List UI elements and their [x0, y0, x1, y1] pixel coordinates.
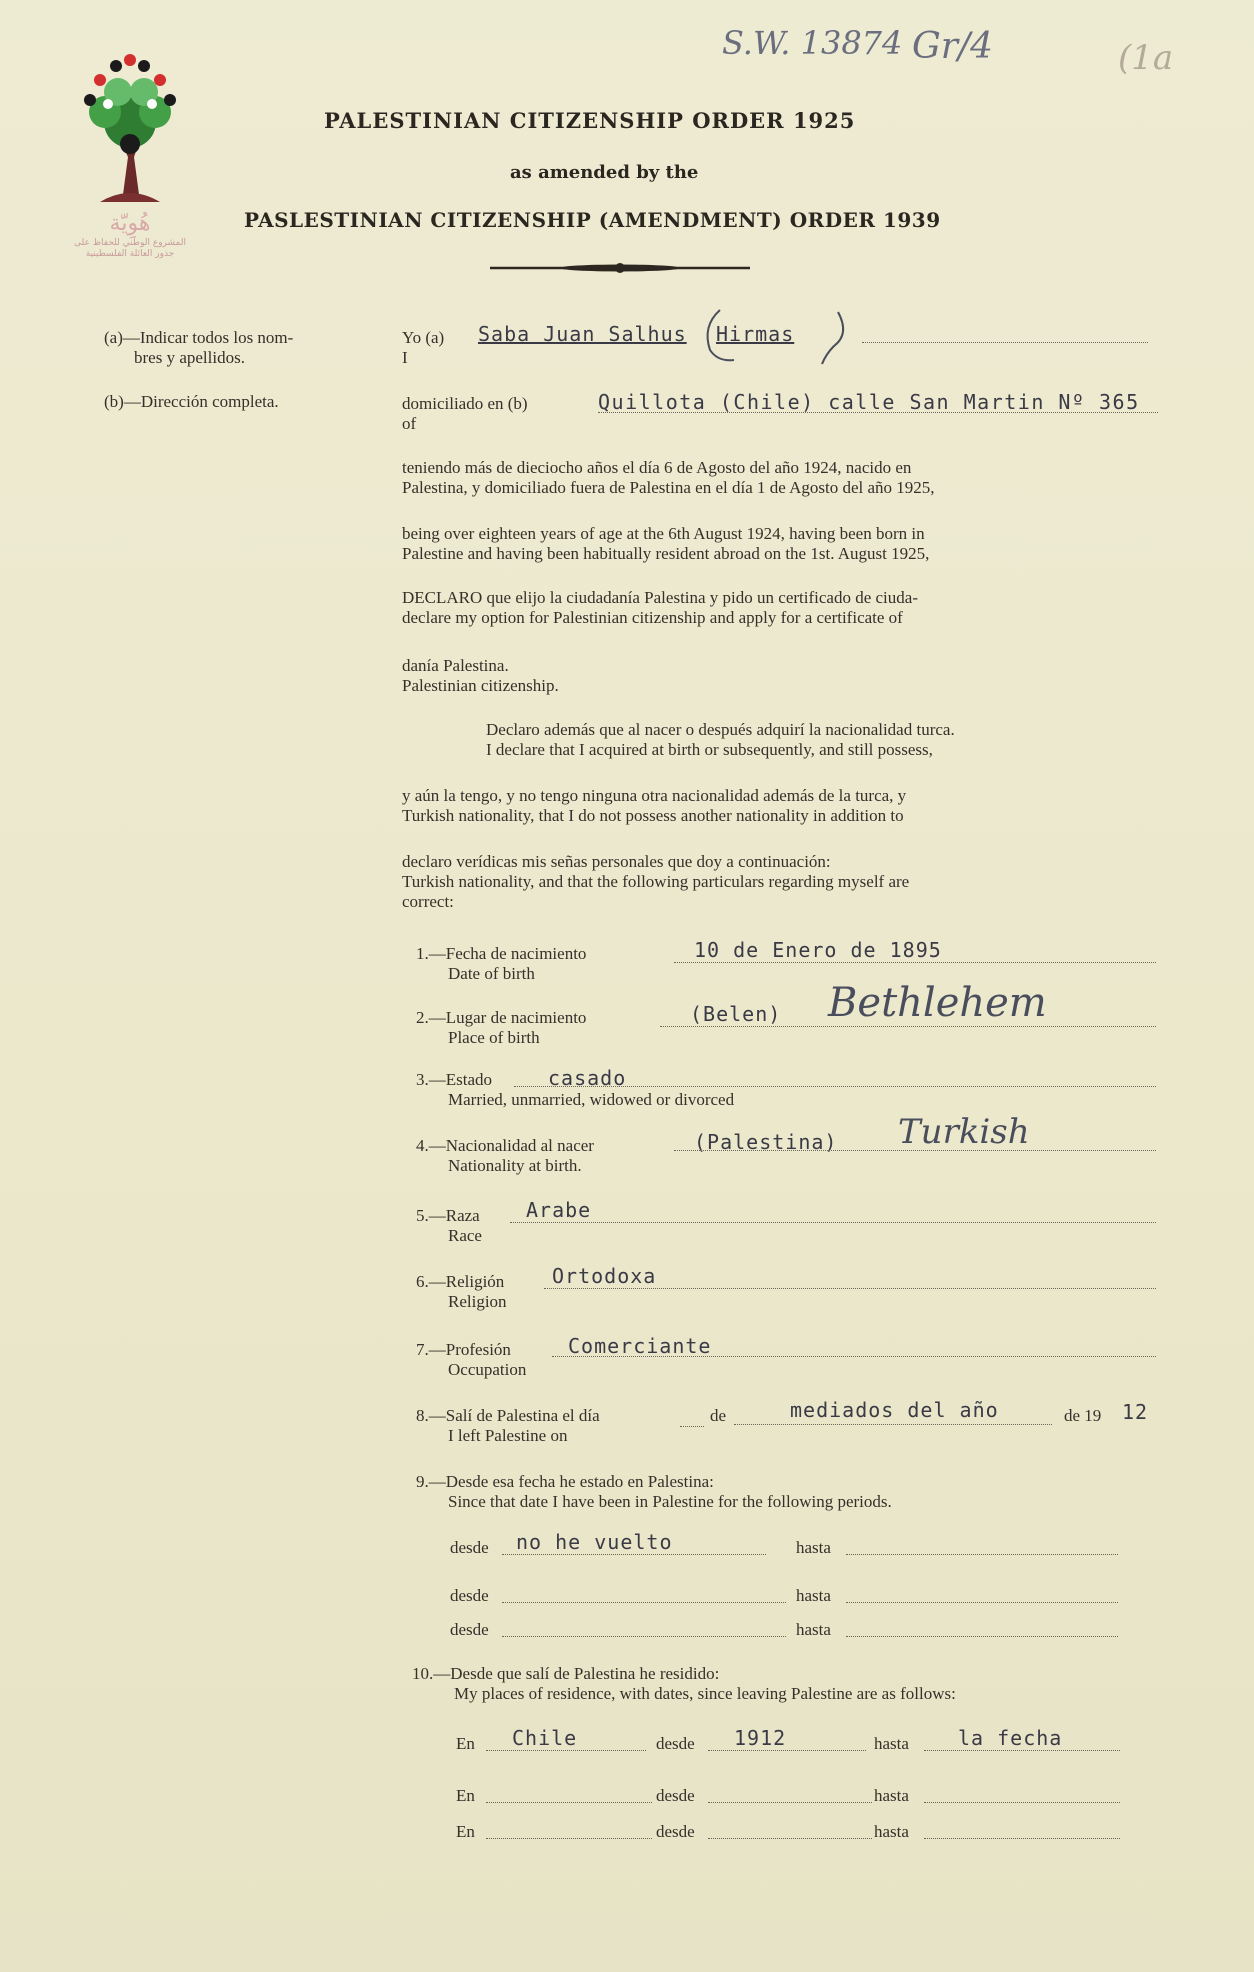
of-label: of [402, 414, 417, 433]
handwritten-brackets [690, 306, 860, 366]
margin-note-b: (b)—Dirección completa. [104, 392, 279, 411]
field-nationality-label: 4.—Nacionalidad al nacer [416, 1136, 594, 1155]
residences-row3-hasta: hasta [874, 1822, 909, 1841]
residences-row2-to-line [924, 1802, 1120, 1803]
field-birth-date-label-en: Date of birth [448, 964, 535, 983]
field-religion-label: 6.—Religión [416, 1272, 505, 1291]
handwritten-page-mark: (1a [1118, 38, 1174, 78]
periods-row1-desde: desde [450, 1538, 489, 1557]
document-title: PALESTINIAN CITIZENSHIP ORDER 1925 [324, 108, 856, 133]
field-birth-place-label-en: Place of birth [448, 1028, 540, 1047]
residences-row2-hasta: hasta [874, 1786, 909, 1805]
document-amended-line: as amended by the [510, 162, 699, 183]
handwritten-initials: Gr/4 [912, 26, 993, 67]
logo-arabic-line1: المشروع الوطني للحفاظ على [73, 238, 186, 248]
declarant-name-value: Saba Juan Salhus [478, 322, 687, 346]
field-departure-month-value: mediados del año [790, 1398, 999, 1422]
field-status-label-en: Married, unmarried, widowed or divorced [448, 1090, 735, 1109]
periods-row2-desde: desde [450, 1586, 489, 1605]
departure-day-fill-line [680, 1426, 704, 1427]
field-religion-label-en: Religion [448, 1292, 507, 1311]
residences-row2-desde: desde [656, 1786, 695, 1805]
paragraph-6-en: Turkish nationality, that I do not possess another nationality in addition to [402, 806, 904, 825]
field-nationality-handwritten: Turkish [898, 1112, 1030, 1152]
paragraph-3-en: declare my option for Palestinian citizenship and apply for a certificate of [402, 608, 903, 627]
residences-row3-desde: desde [656, 1822, 695, 1841]
residences-row1-place-line [486, 1750, 646, 1751]
field-residences-label-en: My places of residence, with dates, since leaving Palestine are as follows: [454, 1684, 956, 1703]
domiciled-label: domiciliado en (b) [402, 394, 528, 413]
paragraph-7-en-line2: correct: [402, 892, 454, 911]
periods-row1-from-line [502, 1554, 766, 1555]
address-fill-line [598, 412, 1158, 413]
logo-arabic-name: هُوِيّة [109, 211, 151, 236]
periods-row1-from-value: no he vuelto [516, 1530, 673, 1554]
i-label: I [402, 348, 408, 367]
residences-row2-place-line [486, 1802, 652, 1803]
periods-row1-to-line [846, 1554, 1118, 1555]
paragraph-6-es: y aún la tengo, y no tengo ninguna otra nacionalidad además de la turca, y [402, 786, 907, 805]
field-departure-year-label: de 19 [1064, 1406, 1102, 1425]
residences-row3-from-line [708, 1838, 872, 1839]
residences-row1-place-value: Chile [512, 1726, 578, 1750]
paragraph-1-es-line2: Palestina, y domiciliado fuera de Palestina en el día 1 de Agosto del año 1925, [402, 478, 935, 497]
address-value: Quillota (Chile) calle San Martin Nº 365 [598, 390, 1140, 414]
document-amendment-title: PASLESTINIAN CITIZENSHIP (AMENDMENT) ORDER 1939 [244, 208, 941, 232]
paragraph-5-es: Declaro además que al nacer o después adquirí la nacionalidad turca. [486, 720, 955, 739]
field-occupation-label: 7.—Profesión [416, 1340, 511, 1359]
field-religion-value: Ortodoxa [552, 1264, 657, 1288]
name-fill-line [862, 342, 1148, 343]
field-departure-label-en: I left Palestine on [448, 1426, 568, 1445]
residences-row2-en: En [456, 1786, 475, 1805]
paragraph-1-es-line1: teniendo más de dieciocho años el día 6 de Agosto del año 1924, nacido en [402, 458, 912, 477]
residences-row3-place-line [486, 1838, 652, 1839]
field-occupation-value: Comerciante [568, 1334, 712, 1358]
residences-row2-from-line [708, 1802, 872, 1803]
field-birth-date-label: 1.—Fecha de nacimiento [416, 944, 587, 963]
periods-row3-hasta: hasta [796, 1620, 831, 1639]
field-birth-place-handwritten: Bethlehem [828, 980, 1047, 1026]
religion-fill-line [544, 1288, 1156, 1289]
residences-row1-to-value: la fecha [958, 1726, 1063, 1750]
residences-row1-hasta: hasta [874, 1734, 909, 1753]
periods-row2-from-line [502, 1602, 786, 1603]
field-status-value: casado [548, 1066, 627, 1090]
margin-note-a-line2: bres y apellidos. [134, 348, 245, 367]
paragraph-3-es: DECLARO que elijo la ciudadanía Palestina y pido un certificado de ciuda- [402, 588, 918, 607]
race-fill-line [510, 1222, 1156, 1223]
paragraph-5-en: I declare that I acquired at birth or subsequently, and still possess, [486, 740, 933, 759]
residences-row1-from-value: 1912 [734, 1726, 787, 1750]
yo-label: Yo (a) [402, 328, 445, 347]
occupation-fill-line [552, 1356, 1156, 1357]
field-nationality-value: (Palestina) [694, 1130, 838, 1154]
status-fill-line [514, 1086, 1156, 1087]
residences-row1-desde: desde [656, 1734, 695, 1753]
paragraph-7-en-line1: Turkish nationality, and that the following particulars regarding myself are [402, 872, 910, 891]
field-nationality-label-en: Nationality at birth. [448, 1156, 582, 1175]
title-ornament [480, 262, 760, 274]
logo-arabic-line2: جذور العائلة الفلسطينية [85, 249, 175, 259]
hawiyya-logo [60, 52, 200, 282]
paragraph-7-es: declaro verídicas mis señas personales que doy a continuación: [402, 852, 831, 871]
declarant-surname-value: Hirmas [716, 322, 795, 346]
field-race-label: 5.—Raza [416, 1206, 480, 1225]
nationality-fill-line [674, 1150, 1156, 1151]
field-occupation-label-en: Occupation [448, 1360, 527, 1379]
margin-note-a-line1: (a)—Indicar todos los nom- [104, 328, 294, 347]
field-birth-place-value: (Belen) [690, 1002, 782, 1026]
field-residences-label: 10.—Desde que salí de Palestina he residido: [412, 1664, 720, 1683]
periods-row3-from-line [502, 1636, 786, 1637]
field-departure-year-value: 12 [1122, 1400, 1149, 1424]
paragraph-4-en: Palestinian citizenship. [402, 676, 559, 695]
handwritten-reference: S.W. 13874 [722, 24, 903, 62]
field-race-value: Arabe [526, 1198, 592, 1222]
periods-row1-hasta: hasta [796, 1538, 831, 1557]
periods-row3-to-line [846, 1636, 1118, 1637]
field-periods-label: 9.—Desde esa fecha he estado en Palestina: [416, 1472, 714, 1491]
field-departure-de: de [710, 1406, 727, 1425]
departure-month-fill-line [734, 1424, 1052, 1425]
periods-row2-hasta: hasta [796, 1586, 831, 1605]
field-departure-label: 8.—Salí de Palestina el día [416, 1406, 600, 1425]
field-race-label-en: Race [448, 1226, 482, 1245]
periods-row3-desde: desde [450, 1620, 489, 1639]
birth-date-fill-line [674, 962, 1156, 963]
paragraph-2-en-line2: Palestine and having been habitually resident abroad on the 1st. August 1925, [402, 544, 930, 563]
birth-place-fill-line [660, 1026, 1156, 1027]
field-birth-place-label: 2.—Lugar de nacimiento [416, 1008, 587, 1027]
residences-row3-to-line [924, 1838, 1120, 1839]
residences-row1-en: En [456, 1734, 475, 1753]
family-tree-icon [60, 52, 200, 202]
field-birth-date-value: 10 de Enero de 1895 [694, 938, 942, 962]
residences-row1-to-line [924, 1750, 1120, 1751]
residences-row1-from-line [708, 1750, 866, 1751]
field-periods-label-en: Since that date I have been in Palestine for the following periods. [448, 1492, 892, 1511]
paragraph-2-en-line1: being over eighteen years of age at the 6th August 1924, having been born in [402, 524, 925, 543]
periods-row2-to-line [846, 1602, 1118, 1603]
field-status-label: 3.—Estado [416, 1070, 493, 1089]
paragraph-4-es: danía Palestina. [402, 656, 509, 675]
residences-row3-en: En [456, 1822, 475, 1841]
